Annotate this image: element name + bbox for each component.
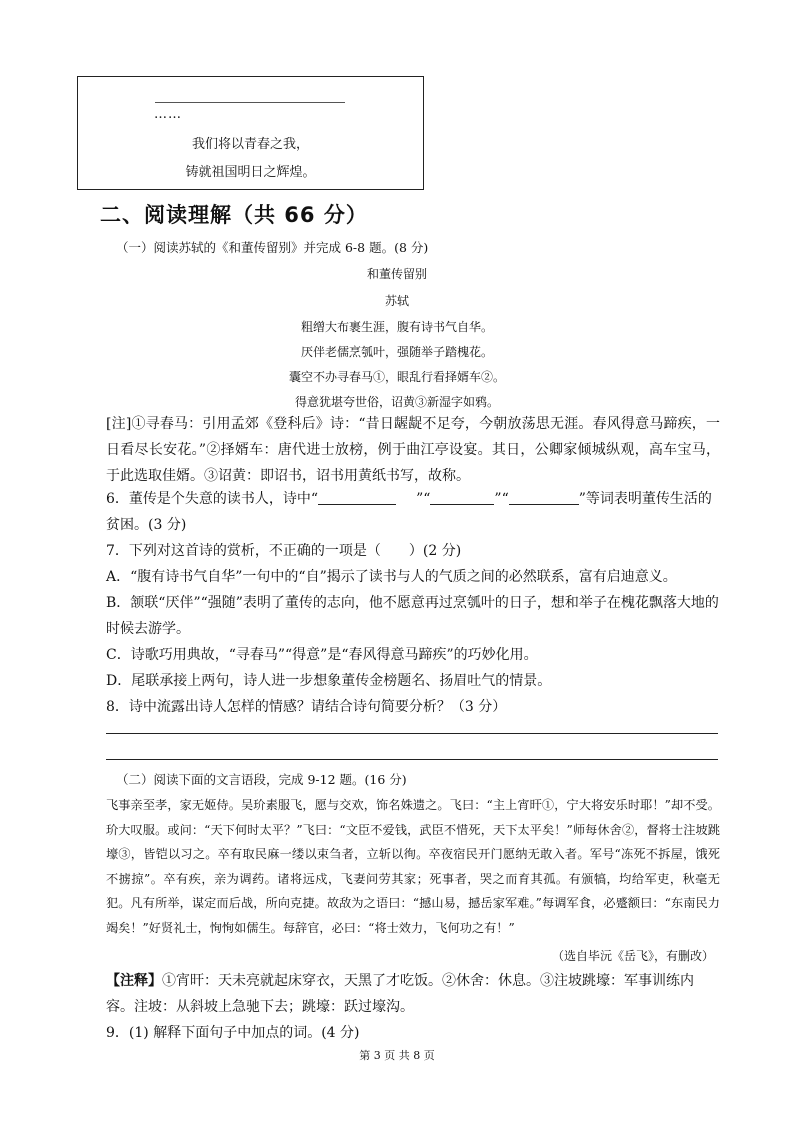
question-9: 9．(1) 解释下面句子中加点的词。(4 分) bbox=[106, 1025, 360, 1041]
poem-line-1: 粗缯大布裹生涯，腹有诗书气自华。 bbox=[300, 320, 493, 334]
q7-option-b: B．颔联“厌伴”“强随”表明了董传的志向，他不愿意再过烹瓠叶的日子，想和举子在槐花飘落大地的时候去游学。 bbox=[106, 595, 719, 637]
q6-text-c: ”“ bbox=[494, 491, 509, 507]
part2-intro: （二）阅读下面的文言语段，完成 9-12 题。(16 分) bbox=[116, 772, 407, 787]
question-8: 8．诗中流露出诗人怎样的情感？请结合诗句简要分析？（3 分） bbox=[106, 699, 507, 715]
poem-title: 和董传留别 bbox=[366, 267, 427, 281]
poem-author: 苏轼 bbox=[384, 294, 409, 308]
box-line-2: 铸就祖国明日之辉煌。 bbox=[185, 165, 316, 180]
page-footer: 第 3 页 共 8 页 bbox=[359, 1049, 435, 1062]
ellipsis: …… bbox=[154, 107, 182, 122]
q7-option-c: C．诗歌巧用典故，“寻春马”“得意”是“春风得意马蹄疾”的巧妙化用。 bbox=[106, 647, 538, 663]
answer-line-1[interactable] bbox=[106, 733, 718, 734]
question-7: 7．下列对这首诗的赏析，不正确的一项是（ ）(2 分) bbox=[106, 543, 462, 559]
question-6 bbox=[106, 486, 720, 538]
essay-excerpt-box bbox=[77, 76, 424, 190]
q6-text-e: 贫困。(3 分) bbox=[106, 517, 187, 533]
section-title: 二、阅读理解（共 66 分） bbox=[100, 203, 368, 227]
notes-label: 【注释】 bbox=[106, 973, 162, 989]
q7-option-d: D．尾联承接上两句，诗人进一步想象董传金榜题名、扬眉吐气的情景。 bbox=[106, 673, 552, 689]
q6-text-b: ”“ bbox=[416, 491, 431, 507]
blank-rule bbox=[155, 102, 345, 103]
q6-text-d: ”等词表明董传生活的 bbox=[578, 491, 712, 507]
poem-note: [注]①寻春马：引用孟郊《登科后》诗：“昔日龌龊不足夸，今朝放荡思无涯。春风得意马蹄疾，一日看尽长安花。”②择婿车：唐代进士放榜，例于曲江亭设宴。其日，公卿家倾城纵观，高车宝马，于此选取佳婿。③诏黄：即诏书，诏书用黄纸书写，故称。 bbox=[106, 416, 720, 484]
passage-source: （选自毕沅《岳飞》，有删改） bbox=[551, 949, 714, 963]
q6-text-a: 6．董传是个失意的读书人，诗中“ bbox=[106, 491, 319, 507]
poem-line-3: 囊空不办寻春马①，眼乱行看择婿车②。 bbox=[288, 370, 505, 384]
answer-blank-3[interactable] bbox=[509, 490, 579, 505]
passage-notes bbox=[106, 968, 720, 1020]
answer-blank-2[interactable] bbox=[430, 490, 494, 505]
answer-line-2[interactable] bbox=[106, 759, 718, 760]
box-line-1: 我们将以青春之我， bbox=[191, 137, 309, 152]
part1-intro: （一）阅读苏轼的《和董传留别》并完成 6-8 题。(8 分) bbox=[116, 240, 429, 255]
answer-blank-1[interactable] bbox=[318, 490, 396, 505]
notes-text: ①宵旰：天未亮就起床穿衣，天黑了才吃饭。②休舍：休息。③注坡跳壕：军事训练内容。注坡：从斜坡上急驰下去；跳壕：跃过壕沟。 bbox=[106, 973, 694, 1015]
q7-option-a: A．“腹有诗书气自华”一句中的“自”揭示了读书与人的气质之间的必然联系，富有启迪意义。 bbox=[106, 569, 677, 585]
poem-line-2: 厌伴老儒烹瓠叶，强随举子踏槐花。 bbox=[300, 345, 493, 359]
classical-passage: 飞事亲至孝，家无姬侍。吴玠素服飞，愿与交欢，饰名姝遗之。飞曰：“主上宵旰①，宁大将安乐时耶！”却不受。玠大叹服。或问：“天下何时太平？”飞曰：“文臣不爱钱，武臣不惜死，天下太平矣！”师每休舍②，督将士注坡跳壕③，皆铠以习之。卒有取民麻一缕以束刍者，立斩以徇。卒夜宿民开门愿纳无敢入者。军号“冻死不拆屋，饿死不掳掠”。卒有疾，亲为调药。诸将远戍，飞妻问劳其家；死事者，哭之而育其孤。有颁犒，均给军吏，秋毫无犯。凡有所举，谋定而后战，所向克捷。故敌为之语曰：“撼山易，撼岳家军难。”每调军食，必蹙额曰：“东南民力竭矣！”好贤礼士，恂恂如儒生。每辞官，必曰：“将士效力，飞何功之有！” bbox=[106, 798, 720, 935]
poem-line-4: 得意犹堪夸世俗，诏黄③新湿字如鸦。 bbox=[294, 395, 499, 409]
